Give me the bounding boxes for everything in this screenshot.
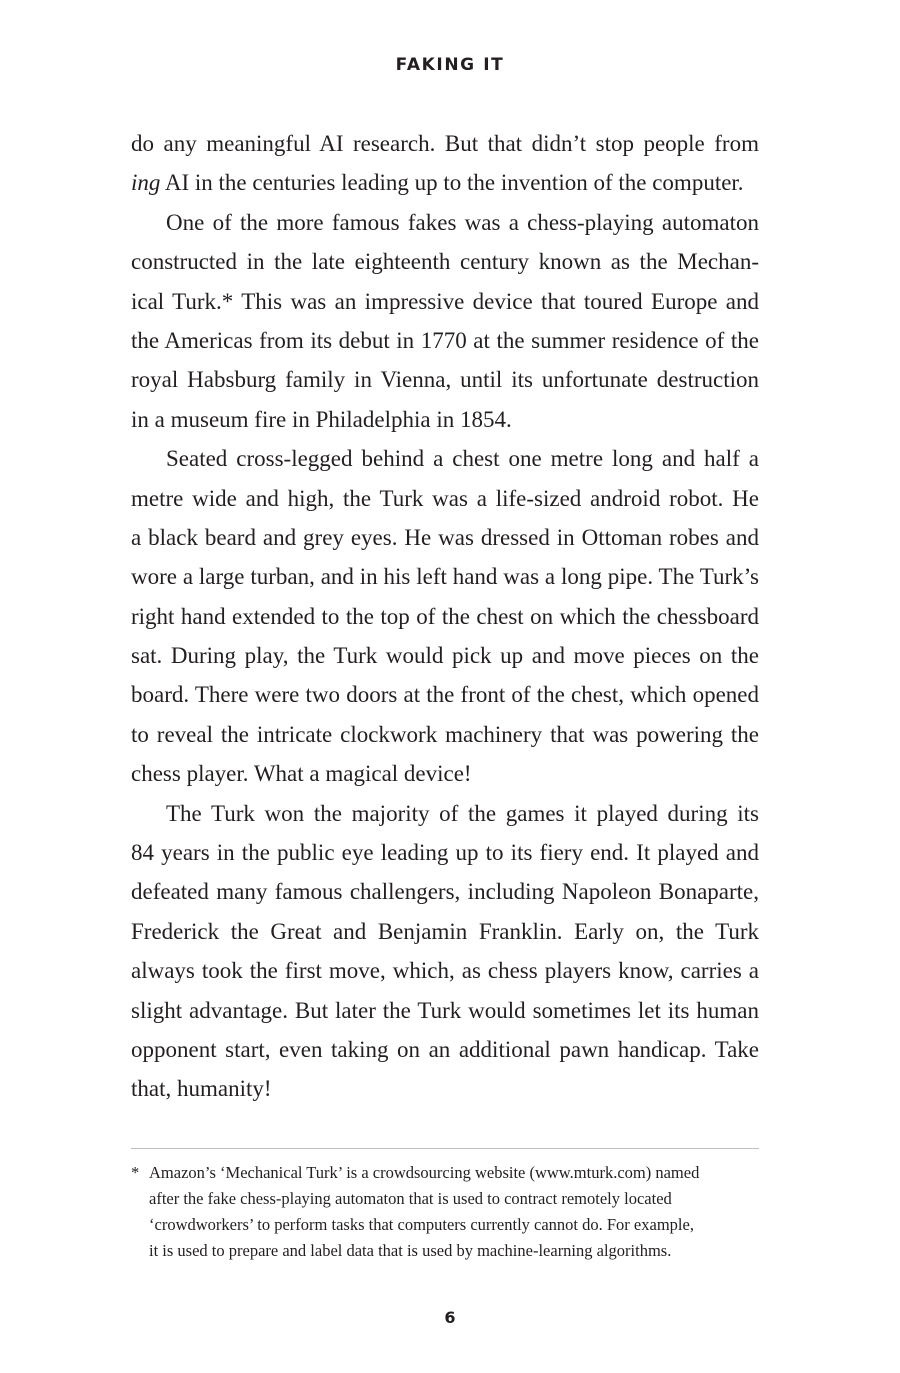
line-text: slight advantage. But later the Turk would sometimes let its human [131, 997, 759, 1023]
line-text: a black beard and grey eyes. He was dressed in Ottoman robes and [131, 524, 759, 550]
body-line [131, 479, 759, 518]
page-number: 6 [444, 1308, 456, 1327]
line-text: wore a large turban, and in his left hand was a long pipe. The Turk’s [131, 564, 759, 590]
line-text: royal Habsburg family in Vienna, until its unfortunate destruction [131, 367, 759, 393]
line-text: board. There were two doors at the front of the chest, which opened [131, 682, 759, 708]
body-line [131, 242, 759, 281]
body-line [131, 400, 759, 439]
body-line [131, 203, 759, 242]
line-text: defeated many famous challengers, including Napoleon Bonaparte, [131, 879, 759, 905]
footnote-marker: * [131, 1163, 140, 1182]
body-line [131, 1030, 759, 1069]
body-text [131, 124, 759, 1109]
line-text: right hand extended to the top of the chest on which the chessboard [131, 603, 759, 629]
body-line [131, 912, 759, 951]
line-text: always took the first move, which, as chess players know, carries a [131, 958, 759, 984]
body-line [131, 754, 759, 793]
footnote [131, 1160, 759, 1264]
line-text: The Turk won the majority of the games it played during its [166, 800, 759, 826]
footnote-line: ‘crowdworkers’ to perform tasks that computers currently cannot do. For example, [149, 1215, 694, 1234]
line-text: the Americas from its debut in 1770 at the summer residence of the [131, 327, 759, 353]
line-text: sat. During play, the Turk would pick up and move pieces on the [131, 643, 759, 669]
footnote-rule [131, 1148, 759, 1149]
body-line [131, 321, 759, 360]
body-line [131, 833, 759, 872]
line-italic-text: ing [131, 170, 161, 196]
body-line [131, 794, 759, 833]
line-text: One of the more famous fakes was a chess-playing automaton [166, 209, 759, 235]
line-text: that, humanity! [131, 1076, 272, 1102]
body-line [131, 282, 759, 321]
line-text: do any meaningful AI research. But that didn’t stop people from [131, 131, 759, 156]
footnote-line: Amazon’s ‘Mechanical Turk’ is a crowdsourcing website (www.mturk.com) named [149, 1163, 700, 1182]
body-line [131, 951, 759, 990]
line-text: Seated cross-legged behind a chest one metre long and half a [166, 446, 759, 472]
body-line [131, 518, 759, 557]
footnote-line: after the fake chess-playing automaton that is used to contract remotely located [149, 1189, 672, 1208]
body-line [131, 1069, 759, 1108]
body-line [131, 360, 759, 399]
body-line [131, 124, 759, 163]
body-line [131, 163, 759, 202]
body-line [131, 597, 759, 636]
line-text: Frederick the Great and Benjamin Franklin. Early on, the Turk [131, 918, 759, 944]
body-line [131, 557, 759, 596]
line-text: ical Turk.* This was an impressive device that toured Europe and [131, 288, 759, 314]
body-line [131, 675, 759, 714]
line-text: chess player. What a magical device! [131, 761, 472, 787]
line-text: AI in the centuries leading up to the invention of the computer. [160, 170, 744, 196]
line-text: metre wide and high, the Turk was a life-sized android robot. He [131, 485, 759, 511]
line-text: constructed in the late eighteenth century known as the Mechan- [131, 249, 759, 275]
body-line [131, 439, 759, 478]
line-text: 84 years in the public eye leading up to its fiery end. It played and [131, 840, 759, 866]
body-line [131, 991, 759, 1030]
footnote-line: it is used to prepare and label data that is used by machine-learning algorithms. [149, 1241, 672, 1260]
body-line [131, 636, 759, 675]
line-text: to reveal the intricate clockwork machinery that was powering the [131, 721, 759, 747]
line-text: opponent start, even taking on an additional pawn handicap. Take [131, 1036, 759, 1062]
body-line [131, 872, 759, 911]
line-text: in a museum fire in Philadelphia in 1854. [131, 406, 512, 432]
running-head: FAKING IT [395, 55, 505, 75]
body-line [131, 715, 759, 754]
